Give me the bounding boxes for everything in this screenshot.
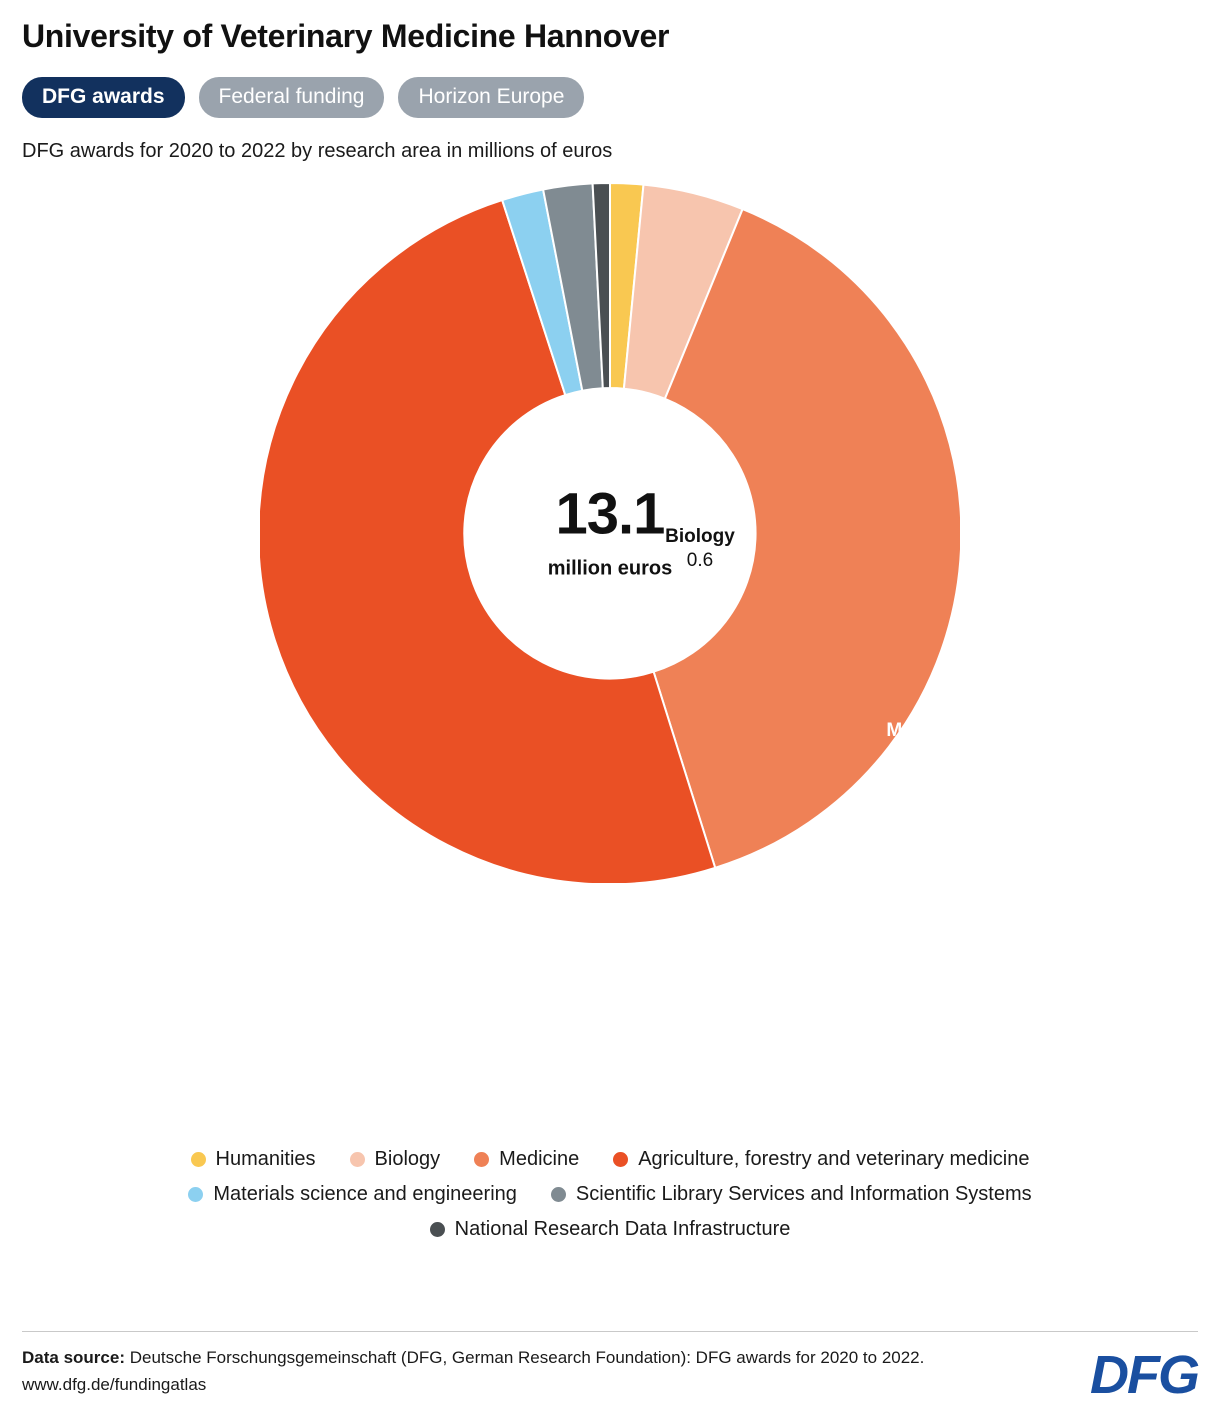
legend-row-3 xyxy=(22,1218,1198,1241)
chart-area xyxy=(22,173,1198,1053)
chart-page xyxy=(0,18,1220,1418)
slice-label-agriculture-name: Agriculture, forestry and veterinary medicine xyxy=(284,980,506,1025)
tab-horizon-europe[interactable]: Horizon Europe xyxy=(398,77,584,118)
legend-swatch-icon xyxy=(188,1187,203,1202)
source-url[interactable]: www.dfg.de/fundingatlas xyxy=(22,1374,207,1394)
page-title: University of Veterinary Medicine Hannover xyxy=(22,18,670,54)
legend-label: Agriculture, forestry and veterinary medicine xyxy=(638,1148,1030,1170)
legend-row-2 xyxy=(22,1183,1198,1206)
legend-item-medicine[interactable] xyxy=(474,1148,579,1171)
legend-label: Materials science and engineering xyxy=(213,1183,517,1205)
legend-label: National Research Data Infrastructure xyxy=(454,1218,791,1240)
donut-svg xyxy=(260,183,960,883)
data-source xyxy=(22,1346,924,1397)
legend-swatch-icon xyxy=(350,1152,365,1167)
tab-bar xyxy=(22,77,1198,118)
donut-total-value: 13.1 xyxy=(555,481,665,547)
donut-total-unit: million euros xyxy=(547,557,673,580)
donut-chart xyxy=(260,183,960,883)
legend-swatch-icon xyxy=(430,1222,445,1237)
slice-label-agriculture xyxy=(250,979,540,1050)
legend-item-materials-science[interactable] xyxy=(188,1183,517,1206)
data-source-text: Deutsche Forschungsgemeinschaft (DFG, German Research Foundation): DFG awards for 2020 to 2022. xyxy=(124,1348,925,1367)
slice-label-biology-name: Biology xyxy=(665,526,735,548)
tab-dfg-awards[interactable]: DFG awards xyxy=(22,77,185,118)
legend-label: Biology xyxy=(374,1148,441,1170)
legend-swatch-icon xyxy=(551,1187,566,1202)
legend-item-nfdi[interactable] xyxy=(430,1218,791,1241)
slice-label-agriculture-value: 7.7 xyxy=(381,1027,409,1049)
legend-row-1 xyxy=(22,1148,1198,1171)
data-source-label: Data source: xyxy=(22,1348,125,1367)
legend-swatch-icon xyxy=(191,1152,206,1167)
legend-item-library-services[interactable] xyxy=(551,1183,1032,1206)
legend-label: Humanities xyxy=(215,1148,316,1170)
dfg-logo: DFG xyxy=(1090,1345,1198,1405)
footer xyxy=(22,1331,1198,1405)
slice-label-medicine-value: 3.7 xyxy=(913,743,941,765)
legend-item-agriculture[interactable] xyxy=(613,1148,1029,1171)
legend-item-biology[interactable] xyxy=(350,1148,441,1171)
legend-label: Scientific Library Services and Information Systems xyxy=(575,1183,1032,1205)
chart-legend xyxy=(22,1148,1198,1253)
slice-label-biology-value: 0.6 xyxy=(686,549,714,571)
legend-item-humanities[interactable] xyxy=(191,1148,316,1171)
legend-label: Medicine xyxy=(499,1148,580,1170)
slice-label-medicine-name: Medicine xyxy=(886,720,968,742)
legend-swatch-icon xyxy=(613,1152,628,1167)
legend-swatch-icon xyxy=(474,1152,489,1167)
tab-federal-funding[interactable]: Federal funding xyxy=(199,77,385,118)
chart-subtitle: DFG awards for 2020 to 2022 by research area in millions of euros xyxy=(22,140,613,163)
